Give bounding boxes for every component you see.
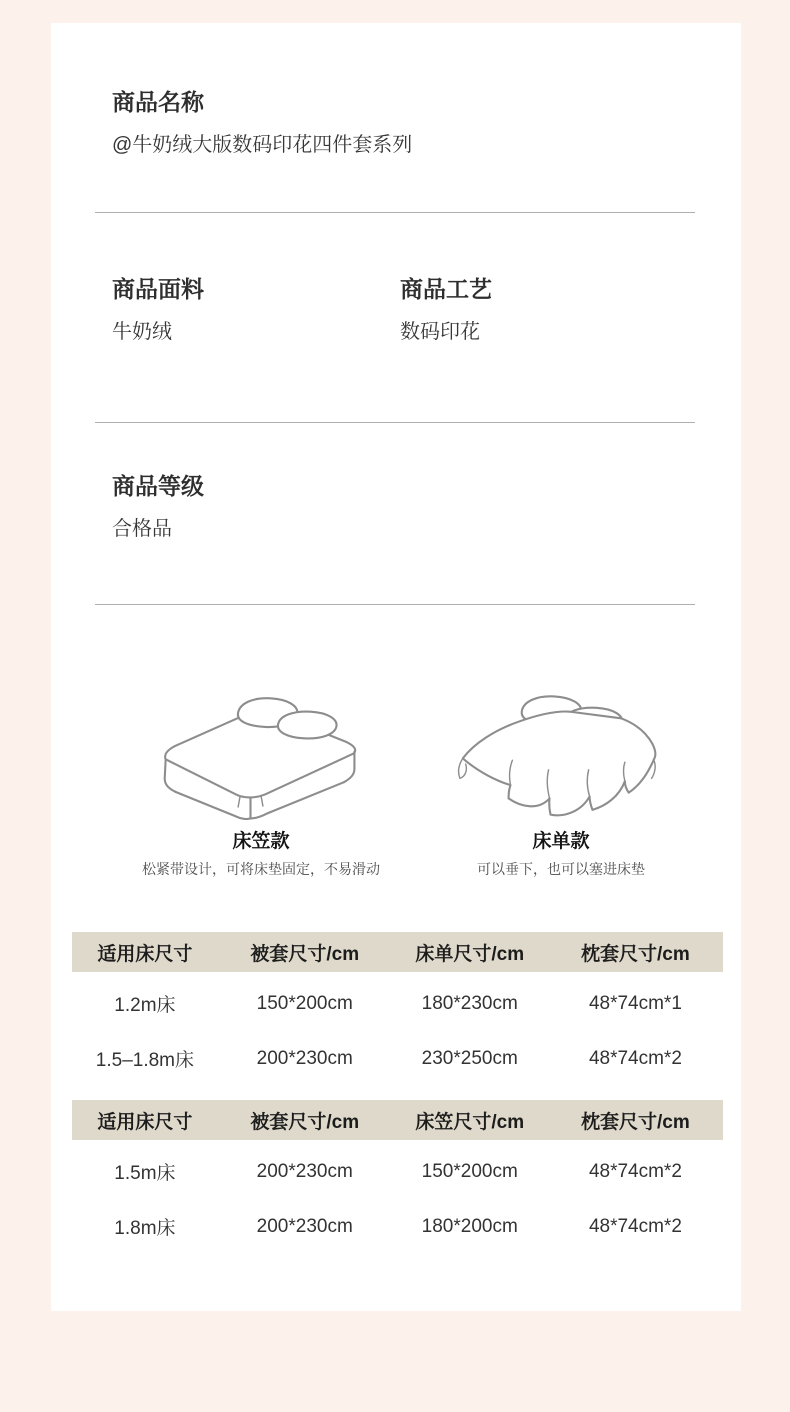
table-header-cell: 适用床尺寸 bbox=[97, 943, 193, 965]
table-row bbox=[72, 1031, 723, 1086]
fitted-sheet-desc: 松紧带设计，可将床垫固定，不易滑动 bbox=[142, 861, 380, 877]
grade-value: 合格品 bbox=[112, 518, 172, 540]
flat-sheet-name: 床单款 bbox=[532, 831, 590, 852]
section-fabric-craft bbox=[51, 213, 741, 422]
flat-sheet-bed-icon bbox=[451, 684, 671, 827]
table-header-row bbox=[72, 1100, 723, 1140]
table-cell: 200*230cm bbox=[256, 1047, 353, 1069]
flat-sheet-figure bbox=[411, 684, 711, 879]
table-cell: 1.5–1.8m床 bbox=[95, 1050, 195, 1071]
table-row bbox=[72, 1199, 723, 1254]
table-cell: 180*200cm bbox=[421, 1215, 518, 1237]
product-info-card bbox=[51, 23, 741, 1311]
table-row bbox=[72, 976, 723, 1031]
section-divider bbox=[95, 604, 695, 605]
table-cell: 48*74cm*1 bbox=[588, 992, 682, 1014]
table-row bbox=[72, 1144, 723, 1199]
table-cell: 200*230cm bbox=[256, 1160, 353, 1182]
craft-label: 商品工艺 bbox=[400, 276, 492, 302]
section-grade bbox=[51, 423, 741, 604]
table-cell: 48*74cm*2 bbox=[588, 1160, 682, 1182]
fitted-sheet-bed-illustration bbox=[111, 684, 411, 829]
fitted-sheet-name: 床笠款 bbox=[232, 831, 290, 852]
table-cell: 150*200cm bbox=[421, 1160, 518, 1182]
table-cell: 1.2m床 bbox=[114, 995, 176, 1016]
table-header-cell: 床笠尺寸/cm bbox=[415, 1111, 525, 1133]
table-header-cell: 适用床尺寸 bbox=[97, 1111, 193, 1133]
size-table-flat-sheet-set bbox=[72, 932, 723, 1086]
table-body bbox=[72, 976, 723, 1086]
flat-sheet-desc: 可以垂下，也可以塞进床垫 bbox=[477, 861, 645, 877]
flat-sheet-caption bbox=[411, 829, 711, 879]
craft-value: 数码印花 bbox=[400, 321, 480, 343]
fabric-label: 商品面料 bbox=[112, 276, 204, 302]
fabric-value: 牛奶绒 bbox=[112, 321, 172, 343]
fitted-sheet-figure bbox=[111, 684, 411, 879]
table-cell: 230*250cm bbox=[421, 1047, 518, 1069]
table-cell: 48*74cm*2 bbox=[588, 1047, 682, 1069]
grade-label: 商品等级 bbox=[112, 473, 204, 499]
fitted-sheet-caption bbox=[111, 829, 411, 879]
product-name-value: @牛奶绒大版数码印花四件套系列 bbox=[112, 134, 413, 156]
table-header-cell: 枕套尺寸/cm bbox=[581, 1111, 690, 1133]
table-header-row bbox=[72, 932, 723, 972]
table-cell: 200*230cm bbox=[256, 1215, 353, 1237]
table-header-cell: 床单尺寸/cm bbox=[415, 943, 525, 965]
table-cell: 180*230cm bbox=[421, 992, 518, 1014]
table-header-cell: 被套尺寸/cm bbox=[250, 1111, 360, 1133]
product-name-label: 商品名称 bbox=[112, 89, 204, 115]
table-cell: 1.5m床 bbox=[114, 1163, 176, 1184]
table-cell: 150*200cm bbox=[256, 992, 353, 1014]
table-header-cell: 枕套尺寸/cm bbox=[581, 943, 690, 965]
section-product-name bbox=[51, 23, 741, 212]
craft-column bbox=[400, 274, 688, 346]
size-table-fitted-sheet-set bbox=[72, 1100, 723, 1254]
table-cell: 48*74cm*2 bbox=[588, 1215, 682, 1237]
table-body bbox=[72, 1144, 723, 1254]
table-header-cell: 被套尺寸/cm bbox=[250, 943, 360, 965]
fabric-column bbox=[112, 274, 400, 346]
table-cell: 1.8m床 bbox=[114, 1218, 176, 1239]
fitted-sheet-bed-icon bbox=[146, 684, 376, 827]
flat-sheet-bed-illustration bbox=[411, 684, 711, 829]
sheet-style-figures bbox=[51, 684, 741, 879]
